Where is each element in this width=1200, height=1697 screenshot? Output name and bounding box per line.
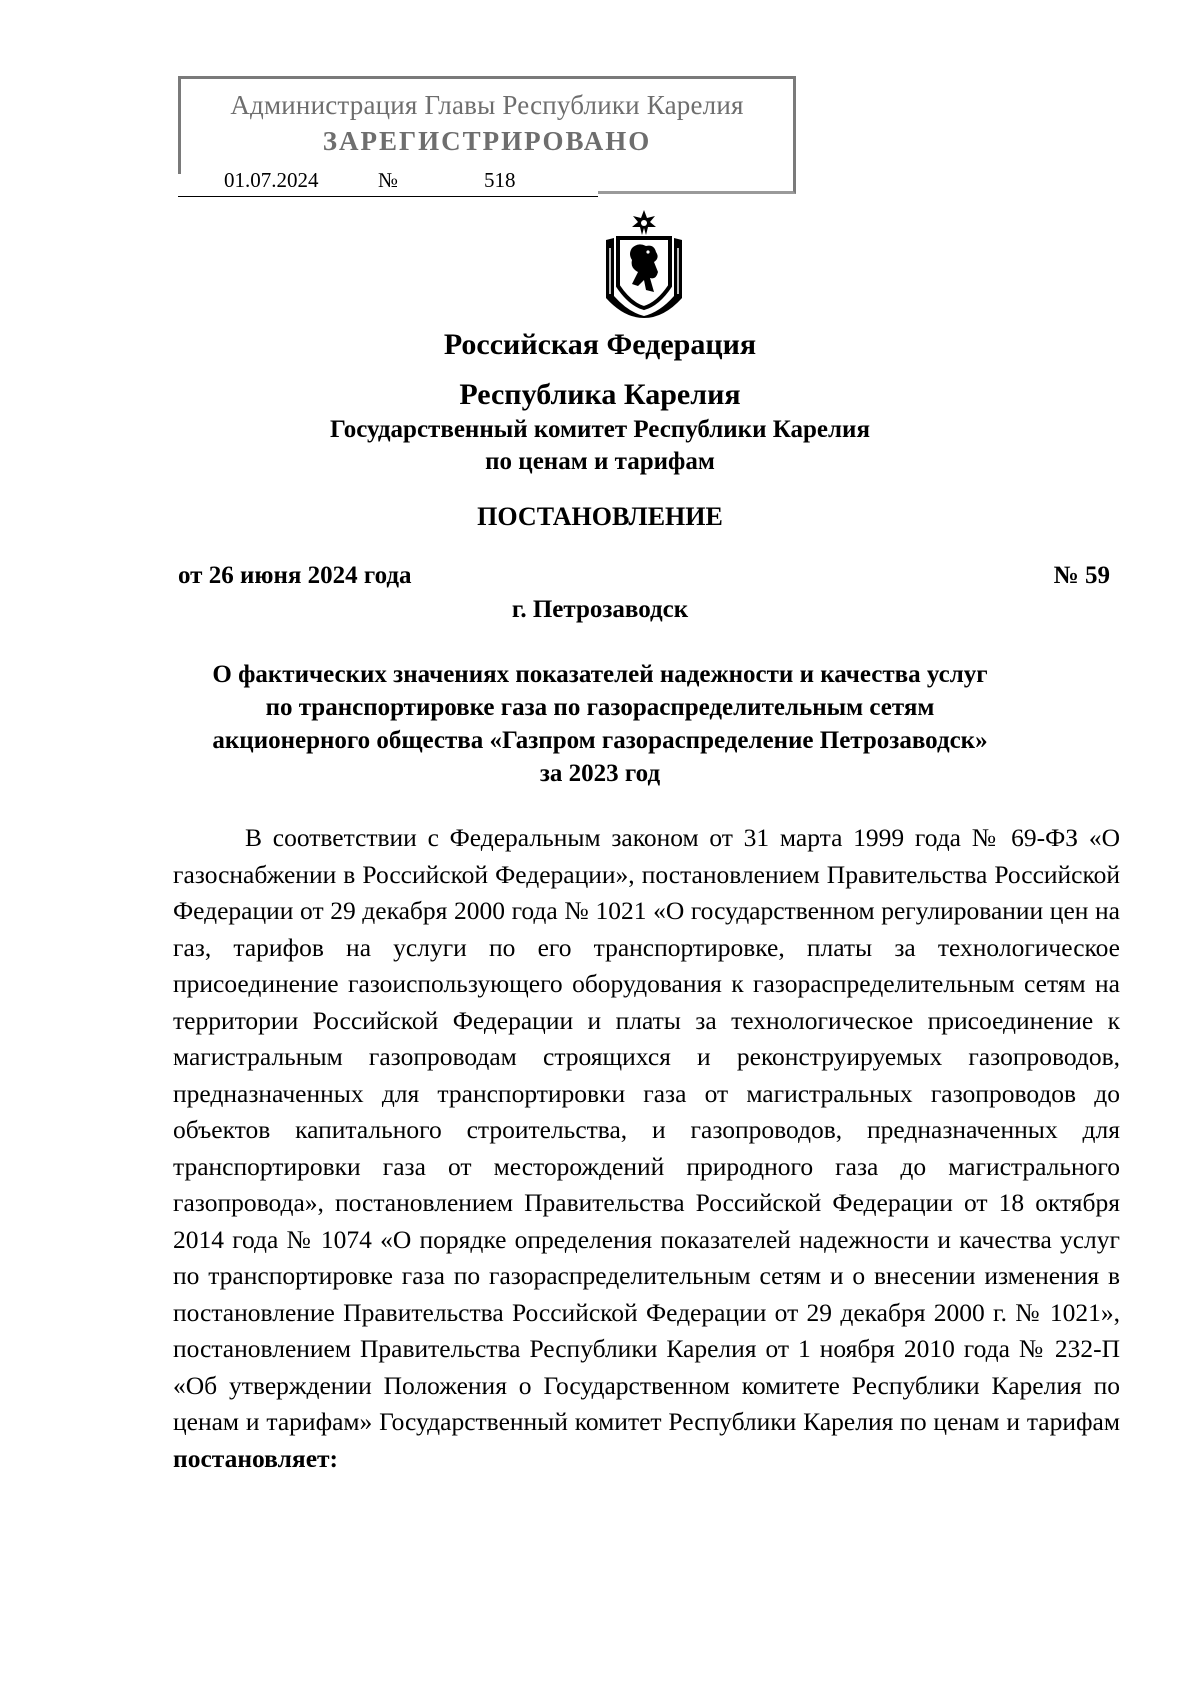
title-line: за 2023 год — [539, 760, 661, 787]
document-type: ПОСТАНОВЛЕНИЕ — [477, 502, 723, 531]
stamp-number: 518 — [484, 168, 516, 192]
header-federation: Российская Федерация — [443, 328, 757, 361]
resolves-keyword: постановляет: — [173, 1443, 339, 1473]
header-committee-line1: Государственный комитет Республики Карелия — [330, 416, 870, 443]
stamp-status: ЗАРЕГИСТРИРОВАНО — [322, 126, 652, 156]
document-number: № 59 — [1053, 562, 1110, 589]
document-date: от 26 июня 2024 года — [178, 562, 412, 589]
stamp-organization: Администрация Главы Республики Карелия — [230, 90, 744, 120]
stamp-number-sign: № — [378, 168, 399, 192]
title-line: акционерного общества «Газпром газораспределение Петрозаводск» — [212, 727, 988, 754]
stamp-date: 01.07.2024 — [224, 168, 319, 192]
body-paragraph — [173, 820, 1120, 1477]
registration-stamp — [178, 76, 800, 198]
header-committee-line2: по ценам и тарифам — [485, 448, 715, 475]
stamp-registration-row — [178, 168, 598, 197]
document-city: г. Петрозаводск — [511, 596, 689, 623]
header-republic: Республика Карелия — [459, 378, 741, 411]
title-line: О фактических значениях показателей надежности и качества услуг — [212, 661, 988, 688]
karelia-coat-of-arms-icon — [598, 208, 690, 318]
document-title — [150, 658, 1050, 790]
body-paragraph-text: В соответствии с Федеральным законом от 31 марта 1999 года № 69-ФЗ «О газоснабжении в Российской Федерации», постановлением Правительства Российской Федерации от 29 декабря 2000 года № 1021 «О государственном регулировании цен на газ, тарифов на услуги по его транспортировке, платы за технологическое присоединение газоиспользующего оборудования к газораспределительным сетям на территории Российской Федерации и платы за технологическое присоединение к магистральным газопроводам строящихся и реконструируемых газопроводов, предназначенных для транспортировки газа от магистральных газопроводов до объектов капитального строительства, и газопроводов, предназначенных для транспортировки газа от месторождений природного газа до магистрального газопровода», постановлением Правительства Российской Федерации от 18 октября 2014 года № 1074 «О порядке определения показателей надежности и качества услуг по транспортировке газа по газораспределительным сетям и о внесении изменения в постановление Правительства Российской Федерации от 29 декабря 2000 г. № 1021», постановлением Правительства Республики Карелия от 1 ноября 2010 года № 232-П «Об утверждении Положения о Государственном комитете Республики Карелия по ценам и тарифам» Государственный комитет Республики Карелия по ценам и тарифам — [173, 823, 1120, 1436]
title-line: по транспортировке газа по газораспределительным сетям — [265, 694, 935, 721]
